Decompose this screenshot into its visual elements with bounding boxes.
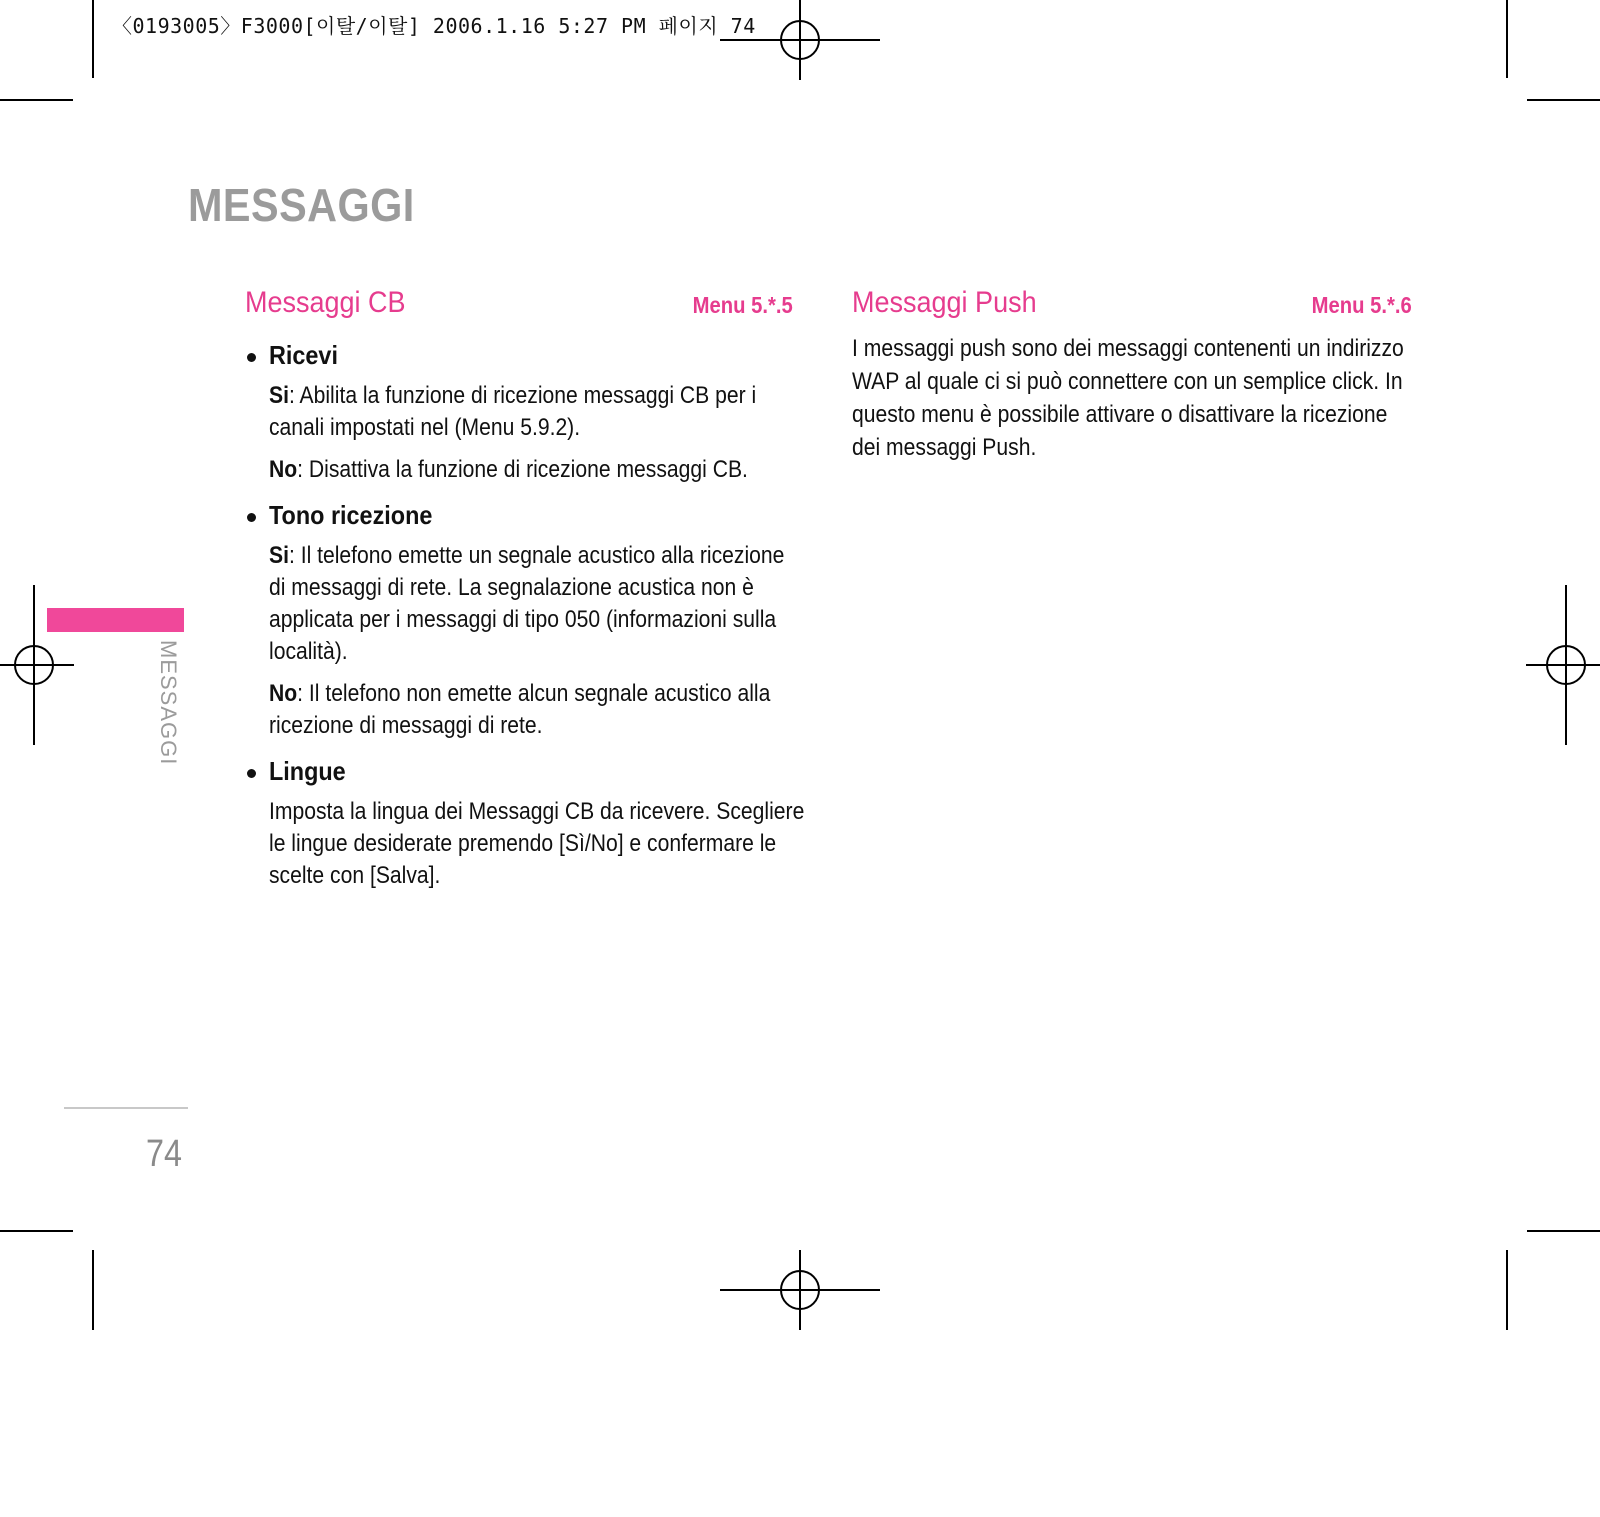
option-description: : Disattiva la funzione di ricezione messaggi CB. xyxy=(297,456,748,483)
crop-mark xyxy=(1527,1230,1600,1232)
option-paragraph xyxy=(269,540,806,668)
chapter-tab-bar xyxy=(47,608,184,632)
option-paragraph xyxy=(269,678,806,742)
option-lingue xyxy=(245,756,805,892)
section-header xyxy=(852,286,1412,326)
section-messaggi-push xyxy=(852,286,1412,464)
crop-mark xyxy=(1506,1250,1508,1330)
option-paragraph xyxy=(269,796,806,892)
bullet-icon xyxy=(247,353,256,362)
crop-mark xyxy=(0,99,73,101)
page-number: 74 xyxy=(146,1133,182,1175)
crop-mark xyxy=(0,1230,73,1232)
footer-divider xyxy=(64,1107,188,1109)
option-term: No xyxy=(269,680,298,707)
crop-mark xyxy=(1527,99,1600,101)
option-tono-ricezione xyxy=(245,500,793,742)
crop-mark xyxy=(92,1250,94,1330)
option-paragraph xyxy=(269,380,806,444)
registration-mark-bottom xyxy=(720,1250,880,1330)
section-title: Messaggi CB xyxy=(245,286,406,319)
bullet-icon xyxy=(247,769,256,778)
option-term: Si xyxy=(269,382,289,409)
option-description: : Il telefono emette un segnale acustico alla ricezione di messaggi di rete. La segnalazione acustica non è applicata per i messaggi di tipo 050 (informazioni sulla località). xyxy=(269,542,785,665)
print-slug-line: 〈0193005〉F3000[이탈/이탈] 2006.1.16 5:27 PM 페이지 74 xyxy=(112,14,756,38)
section-body: I messaggi push sono dei messaggi contenenti un indirizzo WAP al quale ci si può connettere con un semplice click. In questo menu è possibile attivare o disattivare la ricezione dei messaggi Push. xyxy=(852,335,1404,461)
menu-reference: Menu 5.*.6 xyxy=(1311,292,1412,318)
option-term: Si xyxy=(269,542,289,569)
option-ricevi xyxy=(245,340,793,486)
registration-mark-right xyxy=(1526,585,1600,745)
option-description: Imposta la lingua dei Messaggi CB da ricevere. Scegliere le lingue desiderate premendo [Sì/No] e confermare le scelte con [Salva]. xyxy=(269,798,805,889)
option-heading: Ricevi xyxy=(269,340,338,370)
crop-mark xyxy=(92,0,94,78)
option-description: : Il telefono non emette alcun segnale acustico alla ricezione di messaggi di rete. xyxy=(269,680,771,739)
option-paragraph xyxy=(269,454,806,486)
section-title: Messaggi Push xyxy=(852,286,1037,319)
option-heading: Tono ricezione xyxy=(269,500,433,530)
bullet-icon xyxy=(247,513,256,522)
option-description: : Abilita la funzione di ricezione messaggi CB per i canali impostati nel (Menu 5.9.2). xyxy=(269,382,757,441)
section-messaggi-cb xyxy=(245,286,805,892)
section-header xyxy=(245,286,793,326)
crop-mark xyxy=(1506,0,1508,78)
registration-mark-top xyxy=(720,0,880,80)
chapter-tab-label: MESSAGGI xyxy=(156,640,181,766)
option-heading: Lingue xyxy=(269,756,346,786)
menu-reference: Menu 5.*.5 xyxy=(692,292,793,318)
page-title: MESSAGGI xyxy=(188,179,415,231)
option-term: No xyxy=(269,456,298,483)
